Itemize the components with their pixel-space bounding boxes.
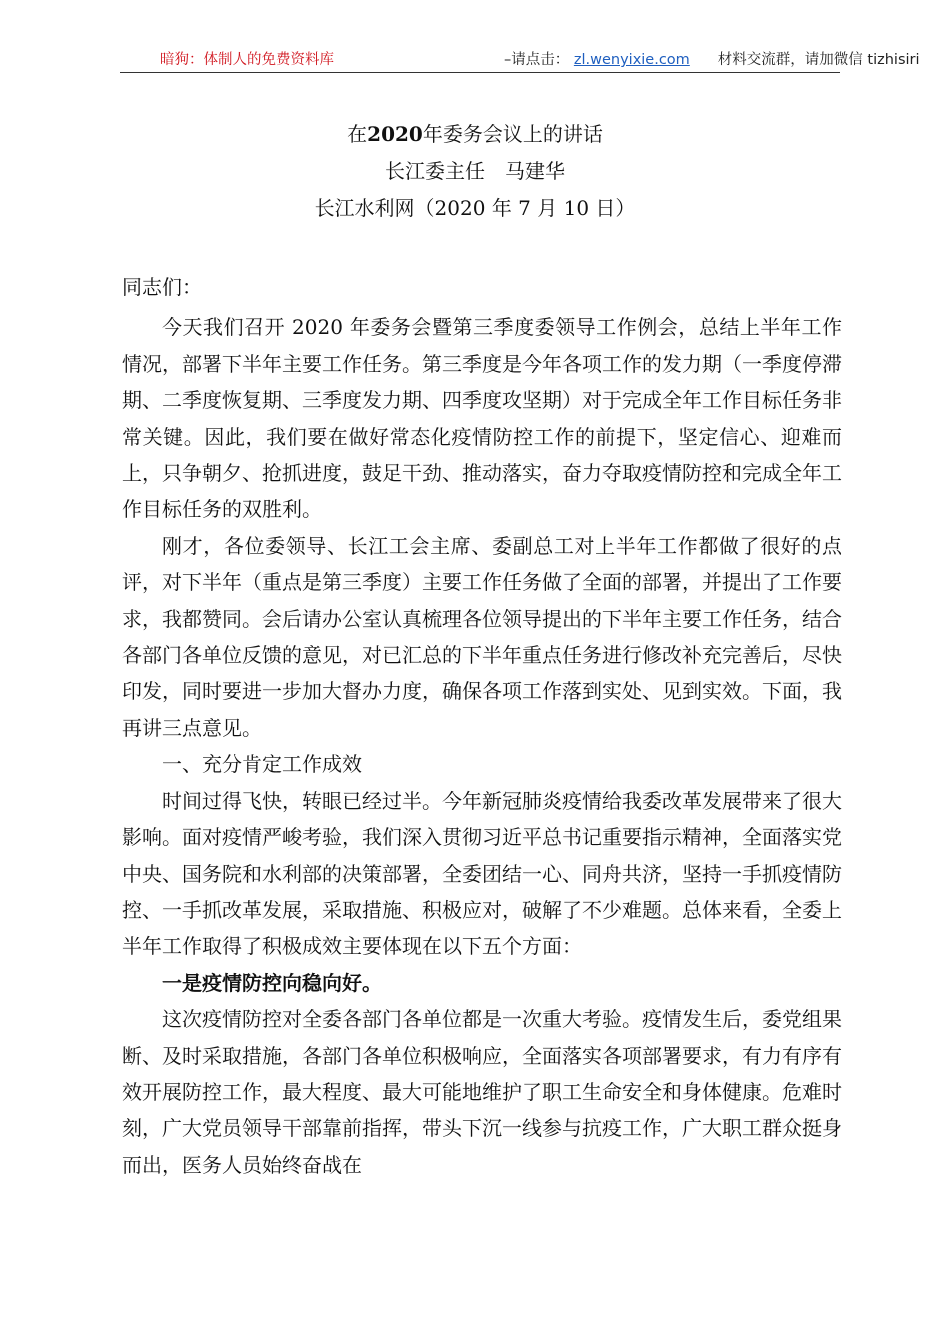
- paragraph-3: 时间过得飞快，转眼已经过半。今年新冠肺炎疫情给我委改革发展带来了很大影响。面对疫情严峻考验，我们深入贯彻习近平总书记重要指示精神，全面落实党中央、国务院和水利部的决策部署，全委团结一心、同舟共济，坚持一手抓疫情防控、一手抓改革发展，采取措施、积极应对，破解了不少难题。总体来看，全委上半年工作取得了积极成效主要体现在以下五个方面：: [122, 788, 842, 959]
- header-tail: [504, 48, 920, 69]
- header-brand: 暗狗：体制人的免费资料库: [160, 52, 334, 68]
- title-year: 2020: [367, 122, 423, 146]
- paragraph-1: 今天我们召开 2020 年委务会暨第三季度委领导工作例会，总结上半年工作情况，部署下半年主要工作任务。第三季度是今年各项工作的发力期（一季度停滞期、二季度恢复期、三季度发力期、四季度攻坚期）对于完成全年工作目标任务非常关键。因此，我们要在做好常态化疫情防控工作的前提下，坚定信心、迎难而上，只争朝夕、抢抓进度，鼓足干劲、推动落实，奋力夺取疫情防控和完成全年工作目标任务的双胜利。: [122, 315, 842, 522]
- greeting: 同志们：: [122, 275, 202, 299]
- header-prompt: –请点击：: [504, 52, 570, 68]
- header-link[interactable]: zl.wenyixie.com: [573, 52, 690, 68]
- title-block: [0, 116, 950, 227]
- section-heading-1: 一、充分肯定工作成效: [162, 752, 362, 777]
- title-prefix: 在: [347, 122, 368, 146]
- speaker-line: 长江委主任 马建华: [385, 159, 565, 183]
- speech-body: [122, 269, 842, 1183]
- title-suffix: 年委务会议上的讲话: [422, 122, 603, 146]
- paragraph-4: 这次疫情防控对全委各部门各单位都是一次重大考验。疫情发生后，委党组果断、及时采取措施，各部门各单位积极响应，全面落实各项部署要求，有力有序有效开展防控工作，最大程度、最大可能地维护了职工生命安全和身体健康。危难时刻，广大党员领导干部靠前指挥，带头下沉一线参与抗疫工作，广大职工群众挺身而出，医务人员始终奋战在: [122, 1007, 842, 1177]
- speech-title: [0, 116, 950, 153]
- page-header: [120, 46, 920, 73]
- header-contact: 材料交流群，请加微信 tizhisiri: [717, 52, 920, 68]
- source-line: 长江水利网（2020 年 7 月 10 日）: [314, 196, 636, 220]
- point-heading-1: 一是疫情防控向稳向好。: [162, 970, 382, 995]
- paragraph-2: 刚才，各位委领导、长江工会主席、委副总工对上半年工作都做了很好的点评，对下半年（重点是第三季度）主要工作任务做了全面的部署，并提出了工作要求，我都赞同。会后请办公室认真梳理各位领导提出的下半年主要工作任务，结合各部门各单位反馈的意见，对已汇总的下半年重点任务进行修改补充完善后，尽快印发，同时要进一步加大督办力度，确保各项工作落到实处、见到实效。下面，我再讲三点意见。: [122, 533, 842, 740]
